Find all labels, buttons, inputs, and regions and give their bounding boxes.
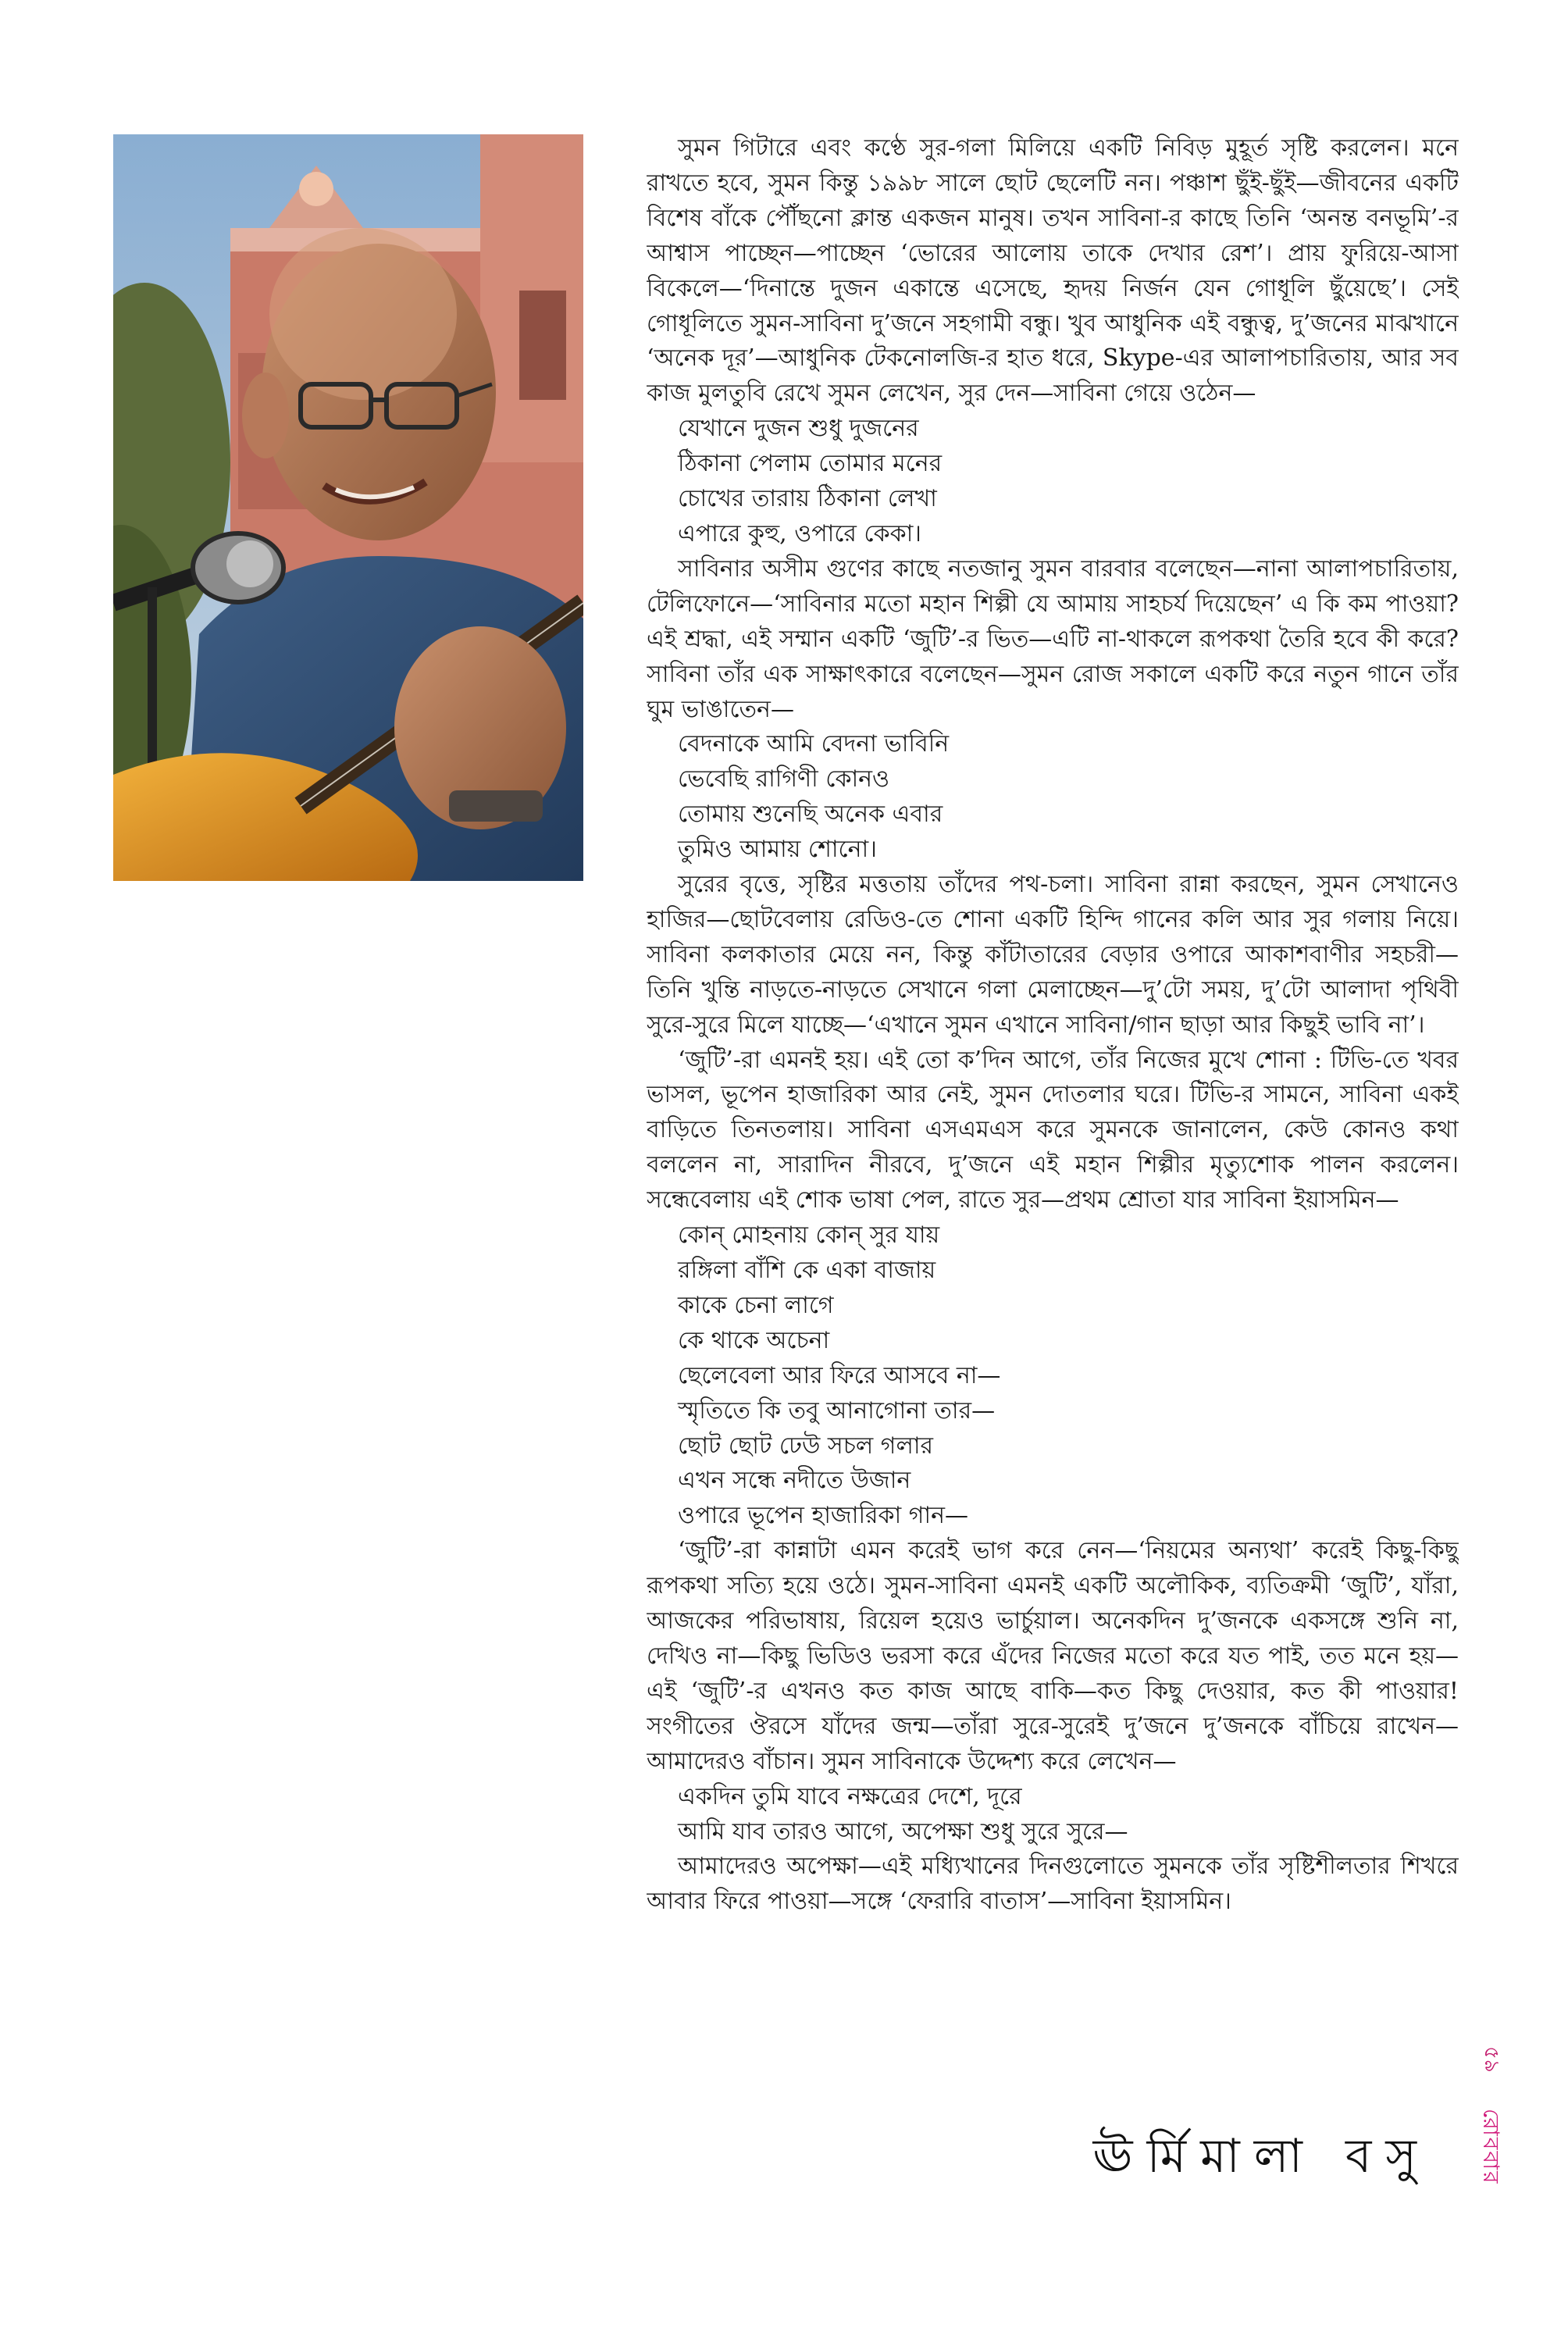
page-number: ৫৯ [1480, 2046, 1503, 2073]
song-verse [647, 412, 1459, 552]
article-paragraph: ‘জুটি’-রা এমনই হয়। এই তো ক’দিন আগে, তাঁর নিজের মুখে শোনা : টিভি-তে খবর ভাসল, ভূপেন হাজারিকা আর নেই, সুমন দোতলার ঘরে। টিভি-র সামনে, সাবিনা একই বাড়িতে তিনতলায়। সাবিনা এসএমএস করে সুমনকে জানালেন, কেউ কোনও কথা বললেন না, সারাদিন নীরবে, দু’জনে এই মহান শিল্পীর মৃত্যুশোক পালন করলেন। সন্ধেবেলায় এই শোক ভাষা পেল, রাতে সুর—প্রথম শ্রোতা যার সাবিনা ইয়াসমিন— [647, 1046, 1459, 1214]
author-byline: ঊর্মিমালা বসু [1092, 2129, 1431, 2184]
article-paragraph: সুমন গিটারে এবং কণ্ঠে সুর-গলা মিলিয়ে একটি নিবিড় মুহূর্ত সৃষ্টি করলেন। মনে রাখতে হবে, সুমন কিন্তু ১৯৯৮ সালে ছোট ছেলেটি নন। পঞ্চাশ ছুঁই-ছুঁই—জীবনের একটি বিশেষ বাঁকে পৌঁছনো ক্লান্ত একজন মানুষ। তখন সাবিনা-র কাছে তিনি ‘অনন্ত বনভূমি’-র আশ্বাস পাচ্ছেন—পাচ্ছেন ‘ভোরের আলোয় তাকে দেখার রেশ’। প্রায় ফুরিয়ে-আসা বিকেলে—‘দিনান্তে দুজন একান্তে এসেছে, হৃদয় নির্জন যেন গোধূলি ছুঁয়েছে’। সেই গোধূলিতে সুমন-সাবিনা দু’জনে সহগামী বন্ধু। খুব আধুনিক এই বন্ধুত্ব, দু’জনের মাঝখানে ‘অনেক দূর’—আধুনিক টেকনোলজি-র হাত ধরে, Skype-এর আলাপচারিতায়, আর সব কাজ মুলতুবি রেখে সুমন লেখেন, সুর দেন—সাবিনা গেয়ে ওঠেন— [647, 134, 1459, 408]
verse-line: বেদনাকে আমি বেদনা ভাবিনি [678, 730, 950, 758]
verse-line: আমি যাব তারও আগে, অপেক্ষা শুধু সুরে সুরে— [678, 1817, 1128, 1845]
verse-line: ছেলেবেলা আর ফিরে আসবে না— [678, 1361, 1001, 1389]
song-verse [647, 1780, 1459, 1850]
article-paragraph: আমাদেরও অপেক্ষা—এই মধ্যিখানের দিনগুলোতে সুমনকে তাঁর সৃষ্টিশীলতার শিখরে আবার ফিরে পাওয়া—সঙ্গে ‘ফেরারি বাতাস’—সাবিনা ইয়াসমিন। [647, 1853, 1459, 1916]
article-paragraph: সুরের বৃত্তে, সৃষ্টির মত্ততায় তাঁদের পথ-চলা। সাবিনা রান্না করছেন, সুমন সেখানেও হাজির—ছোটবেলায় রেডিও-তে শোনা একটি হিন্দি গানের কলি আর সুর গলায় নিয়ে। সাবিনা কলকাতার মেয়ে নন, কিন্তু কাঁটাতারের বেড়ার ওপারে আকাশবাণীর সহচরী—তিনি খুন্তি নাড়তে-নাড়তে সেখানে গলা মেলাচ্ছেন—দু’টো সময়, দু’টো আলাদা পৃথিবী সুরে-সুরে মিলে যাচ্ছে—‘এখানে সুমন এখানে সাবিনা/গান ছাড়া আর কিছুই ভাবি না’। [647, 871, 1459, 1039]
magazine-name: রোববার [1478, 2109, 1504, 2185]
verse-line: ছোট ছোট ঢেউ সচল গলার [678, 1432, 934, 1460]
verse-line: এখন সন্ধে নদীতে উজান [678, 1467, 911, 1495]
verse-line: একদিন তুমি যাবে নক্ষত্রের দেশে, দূরে [678, 1782, 1022, 1810]
verse-line: ঠিকানা পেলাম তোমার মনের [678, 450, 943, 478]
song-verse [647, 727, 1459, 868]
verse-line: কোন্ মোহনায় কোন্ সুর যায় [678, 1221, 940, 1250]
verse-line: স্মৃতিতে কি তবু আনাগোনা তার— [678, 1396, 996, 1425]
verse-line: তোমায় শুনেছি অনেক এবার [678, 801, 943, 829]
verse-line: ভেবেছি রাগিণী কোনও [678, 765, 890, 793]
verse-line: তুমিও আমায় শোনো। [678, 836, 877, 864]
song-verse [647, 1218, 1459, 1534]
singer-photo [113, 134, 583, 881]
article-paragraph: সাবিনার অসীম গুণের কাছে নতজানু সুমন বারবার বলেছেন—নানা আলাপচারিতায়, টেলিফোনে—‘সাবিনার মতো মহান শিল্পী যে আমায় সাহচর্য দিয়েছেন’ এ কি কম পাওয়া? এই শ্রদ্ধা, এই সম্মান একটি ‘জুটি’-র ভিত—এটি না-থাকলে রূপকথা তৈরি হবে কী করে? সাবিনা তাঁর এক সাক্ষাৎকারে বলেছেন—সুমন রোজ সকালে একটি করে নতুন গানে তাঁর ঘুম ভাঙাতেন— [647, 555, 1459, 723]
verse-line: চোখের তারায় ঠিকানা লেখা [678, 485, 937, 513]
verse-line: এপারে কুহু, ওপারে কেকা। [678, 519, 922, 547]
verse-line: কে থাকে অচেনা [678, 1326, 830, 1354]
article-paragraph: ‘জুটি’-রা কান্নাটা এমন করেই ভাগ করে নেন—‘নিয়মের অন্যথা’ করেই কিছু-কিছু রূপকথা সত্যি হয়ে ওঠে। সুমন-সাবিনা এমনই একটি অলৌকিক, ব্যতিক্রমী ‘জুটি’, যাঁরা, আজকের পরিভাষায়, রিয়েল হয়েও ভার্চুয়াল। অনেকদিন দু’জনকে একসঙ্গে শুনি না, দেখিও না—কিছু ভিডিও ভরসা করে এঁদের নিজের মতো করে যত পাই, তত মনে হয়—এই ‘জুটি’-র এখনও কত কাজ আছে বাকি—কত কিছু দেওয়ার, কত কী পাওয়ার! সংগীতের ঔরসে যাঁদের জন্ম—তাঁরা সুরে-সুরেই দু’জনে দু’জনকে বাঁচিয়ে রাখেন—আমাদেরও বাঁচান। সুমন সাবিনাকে উদ্দেশ্য করে লেখেন— [647, 1537, 1459, 1775]
verse-line: রঙ্গিলা বাঁশি কে একা বাজায় [678, 1257, 936, 1284]
article-body [647, 131, 1459, 2099]
side-folio [1476, 2046, 1509, 2249]
verse-line: ওপারে ভূপেন হাজারিকা গান— [678, 1502, 969, 1530]
verse-line: কাকে চেনা লাগে [678, 1291, 834, 1319]
verse-line: যেখানে দুজন শুধু দুজনের [678, 415, 919, 443]
singer-photo-illustration [113, 134, 583, 881]
